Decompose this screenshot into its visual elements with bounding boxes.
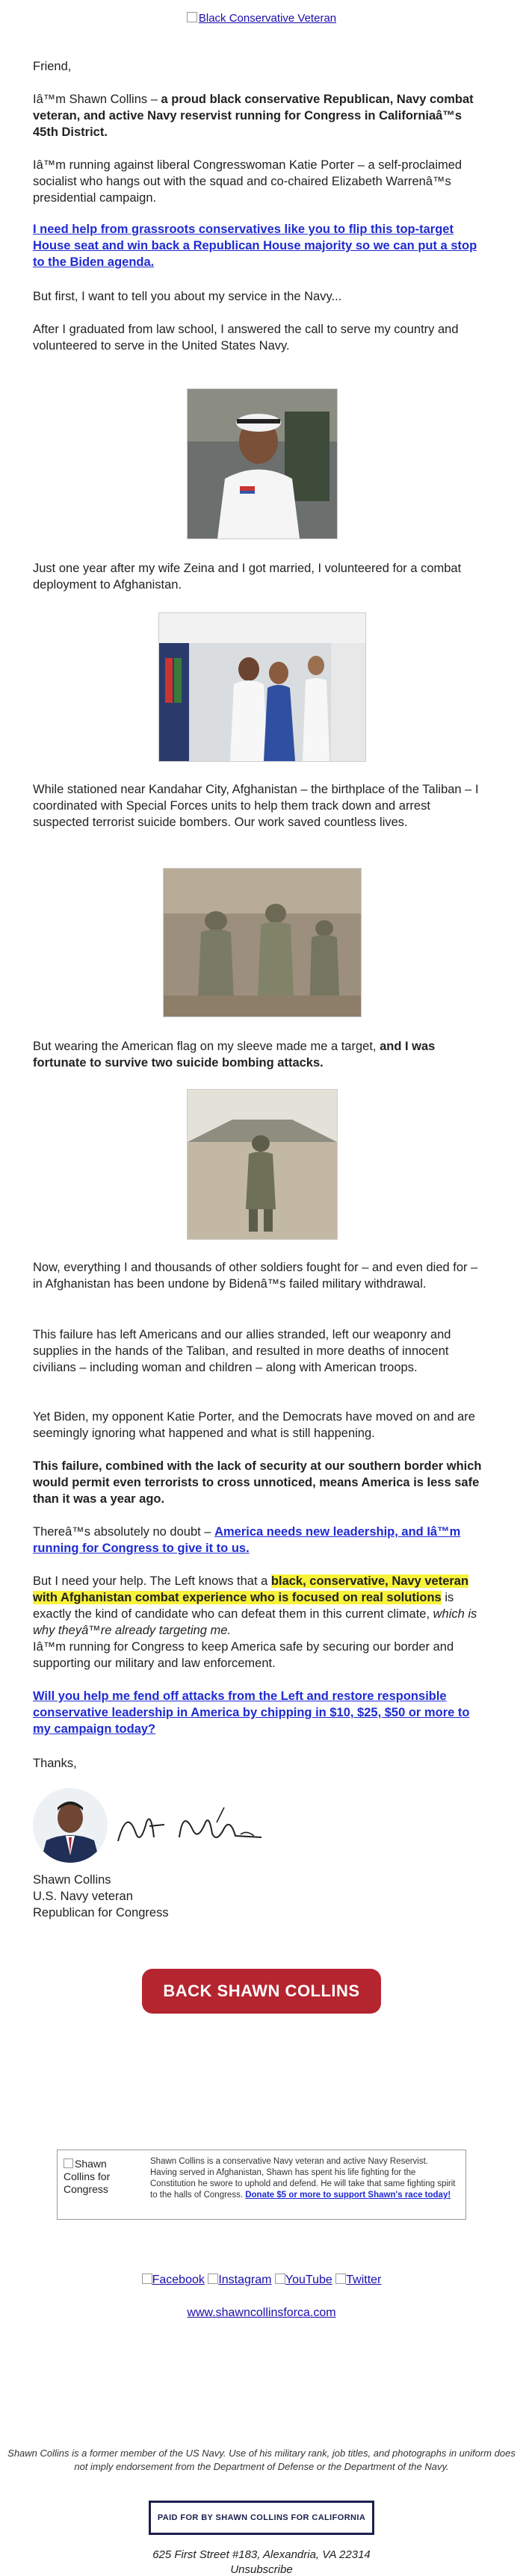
signer-title-congress: Republican for Congress [33, 1906, 169, 1919]
navy-intro-paragraph: But first, I want to tell you about my service in the Navy... [33, 290, 342, 303]
twitter-link[interactable]: Twitter [346, 2274, 382, 2286]
navy-uniform-photo [187, 388, 338, 539]
opponent-paragraph: Iâ™m running against liberal Congresswoman Katie Porter – a self-proclaimed socialist who hangs out with the squad and co-chaired Elizabeth Warrenâ™s presidential campaign. [33, 158, 462, 205]
footer-logo [64, 2158, 138, 2196]
border-paragraph: This failure, combined with the lack of security at our southern border which would permit even terrorists to cross unnoticed, means America is less safe than it was a year ago. [33, 1459, 482, 1506]
deployment-paragraph: Just one year after my wife Zeina and I got married, I volunteered for a combat deployment to Afghanistan. [33, 562, 462, 592]
leadership-lead: Thereâ™s absolutely no doubt – [33, 1525, 215, 1539]
leadership-paragraph [33, 1524, 489, 1557]
twitter-icon [335, 2274, 346, 2284]
intro-lead: Iâ™m Shawn Collins – [33, 93, 161, 106]
bio-footer-box [57, 2150, 466, 2220]
help-italic: which is why theyâ™re already targeting me. [33, 1607, 477, 1637]
footer-bio [150, 2156, 457, 2201]
footer-logo-alt: Shawn Collins for Congress [64, 2158, 111, 2195]
intro-paragraph [33, 91, 489, 140]
thanks-text: Thanks, [33, 1757, 77, 1770]
signer-name: Shawn Collins [33, 1873, 111, 1887]
paid-for-box: PAID FOR BY SHAWN COLLINS FOR CALIFORNIA [149, 2501, 374, 2535]
help-highlight: black, conservative, Navy veteran with Afghanistan combat experience who is focused on real solutions [33, 1574, 469, 1604]
header-logo-link[interactable]: Black Conservative Veteran [198, 12, 337, 25]
facebook-icon [142, 2274, 152, 2284]
running-paragraph: Iâ™m running for Congress to keep America safe by securing our border and supporting our military and law enforcement. [33, 1640, 454, 1670]
broken-image-icon [64, 2158, 73, 2168]
couple-photo [158, 612, 366, 762]
grassroots-link-paragraph [33, 221, 489, 270]
help-lead: But I need your help. The Left knows that a [33, 1574, 271, 1588]
kandahar-paragraph: While stationed near Kandahar City, Afghanistan – the birthplace of the Taliban – I coordinated with Special Forces units to help them track down and arrest suspected terrorist suicide bombers. Our work saved countless lives. [33, 783, 479, 829]
header-logo[interactable] [0, 12, 523, 25]
help-paragraph [33, 1573, 489, 1639]
disclaimer: Shawn Collins is a former member of the US Navy. Use of his military rank, job titles, and photographs in uniform does not imply endorsement from the Department of Defense or the Department of the Navy. [7, 2448, 516, 2472]
social-links [0, 2274, 523, 2287]
help-middle: is exactly the kind of candidate who can defeat them in this current climate, [33, 1591, 454, 1621]
signer-title-veteran: U.S. Navy veteran [33, 1890, 133, 1903]
unsubscribe-row [0, 2563, 523, 2576]
target-bold: and I was fortunate to survive two suicide bombing attacks. [33, 1040, 436, 1070]
instagram-icon [208, 2274, 218, 2284]
broken-image-icon [187, 12, 197, 22]
law-school-paragraph: After I graduated from law school, I answered the call to serve my country and volunteered to serve in the United States Navy. [33, 323, 459, 353]
donate-link-paragraph [33, 1688, 489, 1737]
stranded-paragraph: This failure has left Americans and our allies stranded, left our weaponry and supplies in the hands of the Taliban, and resulted in more deaths of innocent civilians – including woman and children – along with American troops. [33, 1328, 451, 1374]
greeting: Friend, [33, 60, 72, 73]
signature [112, 1800, 284, 1852]
intro-bold: a proud black conservative Republican, Navy combat veteran, and active Navy reservist running for Congress in Californiaâ™s 45th District. [33, 93, 474, 139]
instagram-link[interactable]: Instagram [218, 2274, 272, 2286]
avatar [33, 1788, 108, 1863]
withdrawal-paragraph: Now, everything I and thousands of other soldiers fought for – and even died for – in Afghanistan has been undone by Bidenâ™s failed military withdrawal. [33, 1261, 478, 1291]
youtube-icon [275, 2274, 285, 2284]
soldier-walking-photo [187, 1089, 338, 1240]
target-lead: But wearing the American flag on my sleeve made me a target, [33, 1040, 380, 1053]
target-paragraph [33, 1038, 489, 1071]
youtube-link[interactable]: YouTube [285, 2274, 332, 2286]
footer-bio-text: Shawn Collins is a conservative Navy veteran and active Navy Reservist. Having served in Afghanistan, Shawn has spent his life fighting for the Constitution he swore to uphold and defend. He will take that same fighting spirit to the halls of Congress. [150, 2157, 456, 2200]
footer-donate-link[interactable]: Donate $5 or more to support Shawn's race today! [245, 2191, 451, 2200]
website-row [0, 2306, 523, 2320]
facebook-link[interactable]: Facebook [152, 2274, 205, 2286]
leadership-link[interactable]: America needs new leadership, and Iâ™m running for Congress to give it to us. [33, 1525, 461, 1555]
grassroots-link[interactable]: I need help from grassroots conservatives like you to flip this top-target House seat and win back a Republican House majority so we can put a stop to the Biden agenda. [33, 223, 477, 269]
back-shawn-collins-button[interactable]: BACK SHAWN COLLINS [142, 1969, 381, 2014]
donate-link[interactable]: Will you help me fend off attacks from the Left and restore responsible conservative leadership in America by chipping in $10, $25, $50 or more to my campaign today? [33, 1689, 470, 1736]
website-link[interactable]: www.shawncollinsforca.com [187, 2306, 336, 2319]
soldiers-photo [163, 868, 362, 1017]
address: 625 First Street #183, Alexandria, VA 22314 [152, 2548, 371, 2561]
moved-on-paragraph: Yet Biden, my opponent Katie Porter, and the Democrats have moved on and are seemingly ignoring what happened and what is still happening. [33, 1410, 475, 1440]
unsubscribe-link[interactable]: Unsubscribe [230, 2563, 293, 2576]
